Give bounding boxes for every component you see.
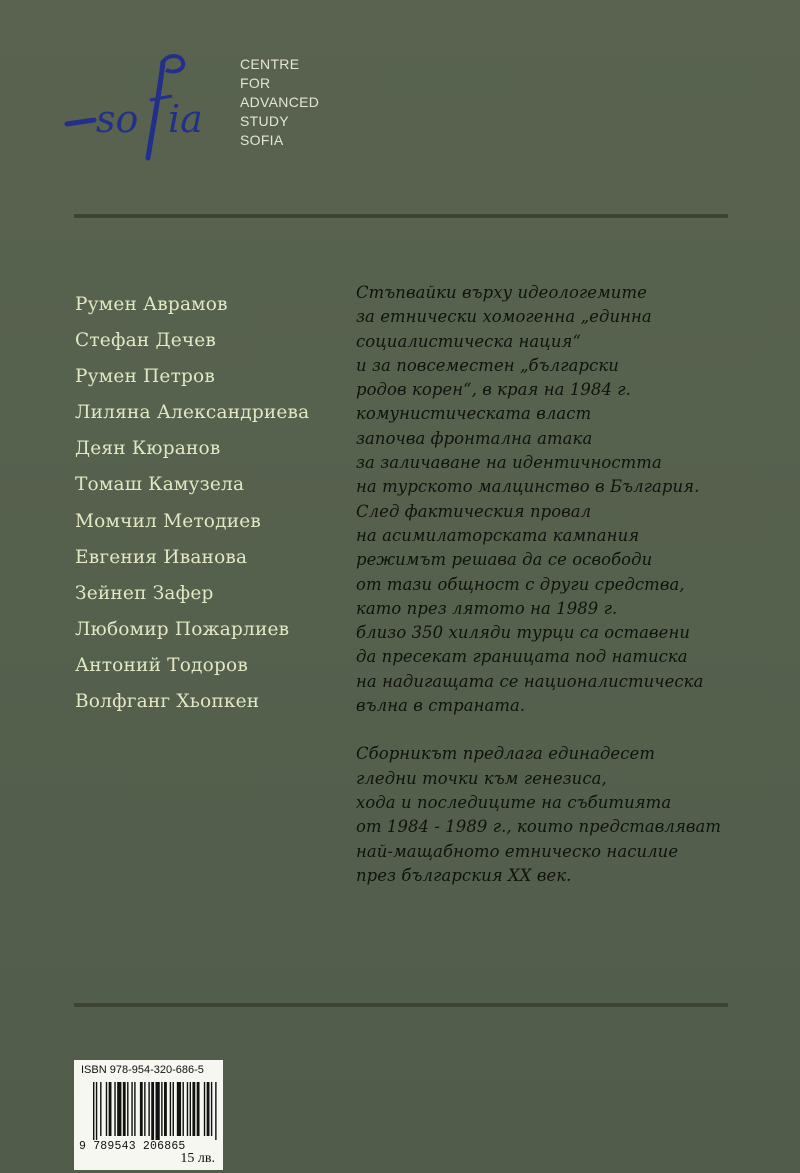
description-paragraph-2 <box>356 742 776 888</box>
description-line: режимът решава да се освободи <box>356 550 653 570</box>
description-line: и за повсеместен „български <box>356 355 619 375</box>
book-description <box>356 281 776 888</box>
barcode-digits: 9 789543 206865 <box>79 1140 186 1153</box>
description-line: най-мащабното етническо насилие <box>356 841 679 861</box>
description-line: за заличаване на идентичността <box>356 453 662 473</box>
description-line: на надигащата се националистическа <box>356 671 704 691</box>
description-line: родов корен“, в края на 1984 г. <box>356 380 631 400</box>
description-line: комунистическата власт <box>356 404 592 424</box>
csa-name-line: CENTRE <box>240 56 300 72</box>
description-line: започва фронтална атака <box>356 428 593 448</box>
author-name: Зейнеп Зафер <box>75 582 214 604</box>
csa-name-line: ADVANCED <box>240 94 320 110</box>
csa-logo-mark <box>62 50 232 170</box>
author-name: Антоний Тодоров <box>75 654 248 676</box>
description-line: за етнически хомогенна „единна <box>356 307 652 327</box>
description-line: да пресекат границата под натиска <box>356 647 688 667</box>
isbn-label: ISBN 978-954-320-686-5 <box>81 1064 204 1076</box>
description-line: социалистическа нация“ <box>356 331 581 351</box>
description-line: хода и последиците на събитията <box>356 792 672 812</box>
csa-name-line: SOFIA <box>240 132 284 148</box>
svg-text:ia: ia <box>168 97 203 141</box>
author-name: Волфганг Хьопкен <box>75 691 260 713</box>
bottom-divider <box>74 1003 728 1007</box>
description-line: на турското малцинство в България. <box>356 477 700 497</box>
top-divider <box>74 214 728 218</box>
price-label: 15 лв. <box>180 1151 215 1166</box>
csa-name <box>240 55 319 150</box>
description-line: гледни точки към генезиса, <box>356 768 607 788</box>
description-line: Сборникът предлага единадесет <box>356 744 655 764</box>
author-list <box>75 287 309 720</box>
description-line: вълна в страната. <box>356 696 526 716</box>
author-name: Любомир Пожарлиев <box>75 618 290 640</box>
description-line: като през лятото на 1989 г. <box>356 598 618 618</box>
description-line: на асимилаторската кампания <box>356 525 640 545</box>
author-name: Момчил Методиев <box>75 510 262 532</box>
csa-logo <box>62 50 232 170</box>
svg-text:so: so <box>96 97 139 141</box>
csa-name-line: STUDY <box>240 113 289 129</box>
description-line: през българския XX век. <box>356 865 572 885</box>
description-line: Стъпвайки върху идеологемите <box>356 283 647 302</box>
author-name: Евгения Иванова <box>75 546 248 568</box>
author-name: Румен Петров <box>75 366 215 388</box>
author-name: Стефан Дечев <box>75 330 217 352</box>
barcode-icon <box>93 1082 218 1140</box>
description-line: от тази общност с други средства, <box>356 574 685 594</box>
description-line: от 1984 - 1989 г., които представляват <box>356 817 722 837</box>
author-name: Румен Аврамов <box>75 294 228 315</box>
description-line: близо 350 хиляди турци са оставени <box>356 623 691 643</box>
description-paragraph-1 <box>356 281 776 718</box>
csa-name-line: FOR <box>240 75 271 91</box>
author-name: Деян Кюранов <box>75 438 221 460</box>
description-line: След фактическия провал <box>356 501 592 521</box>
author-name: Томаш Камузела <box>75 474 245 496</box>
isbn-barcode-box <box>74 1060 223 1170</box>
author-name: Лиляна Александриева <box>75 402 310 424</box>
